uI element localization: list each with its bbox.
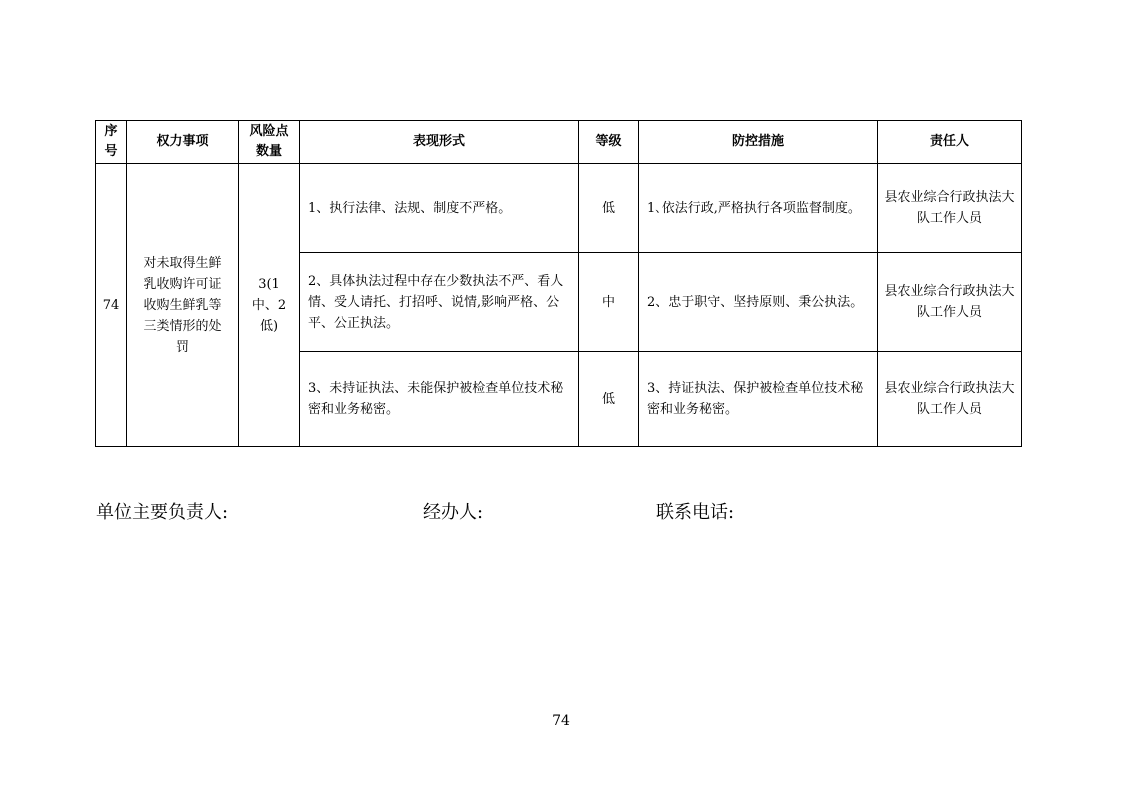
cell-power-item: 对未取得生鲜乳收购许可证收购生鲜乳等三类情形的处罚 xyxy=(127,164,239,447)
header-measures: 防控措施 xyxy=(639,121,878,164)
cell-seq: 74 xyxy=(96,164,127,447)
cell-risk-count: 3(1中、2低) xyxy=(239,164,300,447)
phone-label: 联系电话: xyxy=(656,502,735,523)
cell-responsible: 县农业综合行政执法大队工作人员 xyxy=(878,352,1022,447)
cell-manifestation: 2、具体执法过程中存在少数执法不严、看人情、受人请托、打招呼、说情,影响严格、公平、公正执法。 xyxy=(300,253,579,352)
header-level: 等级 xyxy=(579,121,639,164)
cell-level: 低 xyxy=(579,352,639,447)
header-seq: 序号 xyxy=(96,121,127,164)
cell-measures: 1､依法行政,严格执行各项监督制度。 xyxy=(639,164,878,253)
cell-responsible: 县农业综合行政执法大队工作人员 xyxy=(878,164,1022,253)
header-responsible: 责任人 xyxy=(878,121,1022,164)
header-risk-count: 风险点数量 xyxy=(239,121,300,164)
handler-label: 经办人: xyxy=(423,502,484,523)
cell-level: 低 xyxy=(579,164,639,253)
cell-manifestation: 3、未持证执法、未能保护被检查单位技术秘密和业务秘密。 xyxy=(300,352,579,447)
cell-responsible: 县农业综合行政执法大队工作人员 xyxy=(878,253,1022,352)
cell-measures: 3、持证执法、保护被检查单位技术秘密和业务秘密。 xyxy=(639,352,878,447)
unit-head-label: 单位主要负责人: xyxy=(96,502,229,523)
risk-table xyxy=(95,120,1022,447)
cell-measures: 2、忠于职守、坚持原则、秉公执法。 xyxy=(639,253,878,352)
header-power-item: 权力事项 xyxy=(127,121,239,164)
cell-level: 中 xyxy=(579,253,639,352)
page-number: 74 xyxy=(552,713,570,729)
cell-manifestation: 1、执行法律、法规、制度不严格。 xyxy=(300,164,579,253)
table-row xyxy=(96,164,1022,253)
table-header-row xyxy=(96,121,1022,164)
header-manifestation: 表现形式 xyxy=(300,121,579,164)
